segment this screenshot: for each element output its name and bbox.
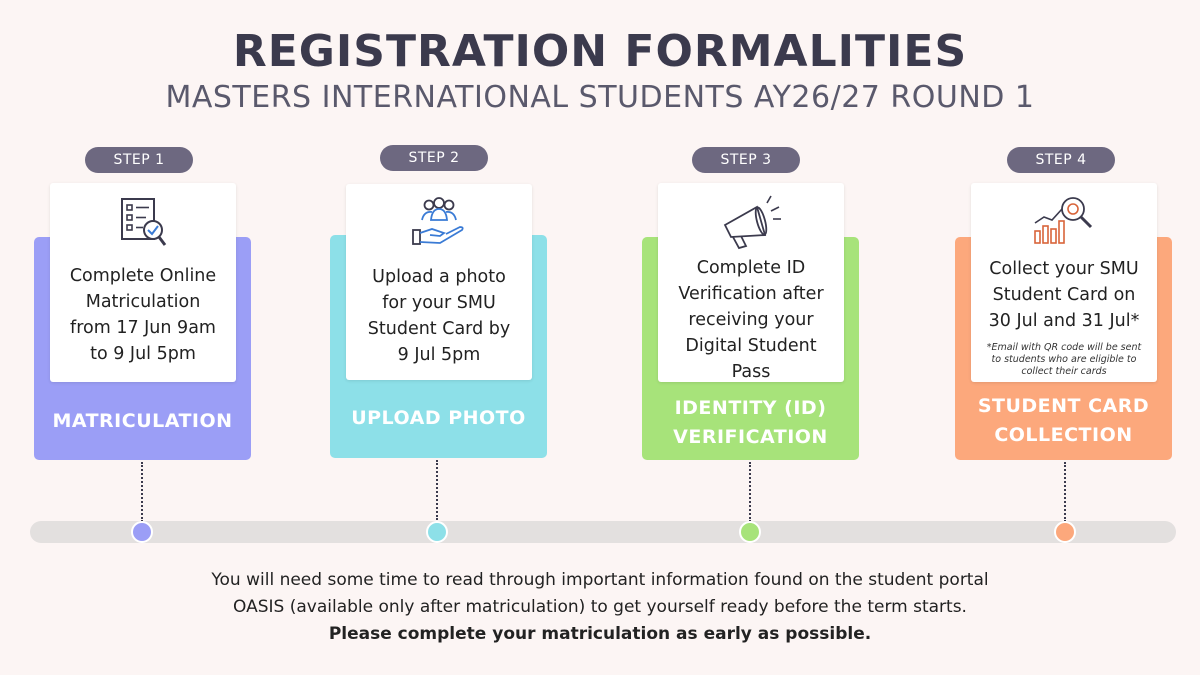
step-3-label: IDENTITY (ID) VERIFICATION <box>673 397 828 448</box>
step-3-connector <box>749 462 751 522</box>
step-4-dot <box>1054 521 1076 543</box>
step-4-text: Collect your SMU Student Card on 30 Jul and 31 Jul* <box>988 259 1140 331</box>
step-1-connector <box>141 462 143 522</box>
step-2-info <box>346 184 532 380</box>
step-2-label: UPLOAD PHOTO <box>351 407 526 429</box>
step-4-pill: STEP 4 <box>1007 147 1115 173</box>
step-1-dot <box>131 521 153 543</box>
megaphone-icon <box>719 191 783 255</box>
step-1-label: MATRICULATION <box>52 410 233 432</box>
step-4-note: *Email with QR code will be sent to students who are eligible to collect their cards <box>986 342 1142 377</box>
step-3-pill: STEP 3 <box>692 147 800 173</box>
step-3-text: Complete ID Verification after receiving your Digital Student Pass <box>678 258 824 382</box>
page-subtitle: MASTERS INTERNATIONAL STUDENTS AY26/27 ROUND 1 <box>165 80 1035 115</box>
step-4-connector <box>1064 462 1066 522</box>
step-3-info <box>658 183 844 382</box>
checklist-search-icon <box>116 195 170 255</box>
hand-with-people-icon <box>410 196 468 252</box>
step-1-text: Complete Online Matriculation from 17 Jun 9am to 9 Jul 5pm <box>69 266 217 364</box>
step-1-pill: STEP 1 <box>85 147 193 173</box>
footer-line-3: Please complete your matriculation as early as possible. <box>328 624 872 644</box>
footer-line-2: OASIS (available only after matriculation) to get yourself ready before the term starts. <box>233 597 967 617</box>
step-2-connector <box>436 460 438 520</box>
step-1-info <box>50 183 236 382</box>
step-4-label: STUDENT CARD COLLECTION <box>977 395 1150 446</box>
footer-line-1: You will need some time to read through important information found on the student portal <box>211 570 989 590</box>
step-3-dot <box>739 521 761 543</box>
timeline-track <box>30 521 1176 543</box>
step-4-info <box>971 183 1157 382</box>
page-title: REGISTRATION FORMALITIES <box>232 26 968 77</box>
step-2-dot <box>426 521 448 543</box>
step-2-text: Upload a photo for your SMU Student Card by 9 Jul 5pm <box>367 267 511 365</box>
chart-magnifier-icon <box>1029 193 1099 251</box>
step-2-pill: STEP 2 <box>380 145 488 171</box>
